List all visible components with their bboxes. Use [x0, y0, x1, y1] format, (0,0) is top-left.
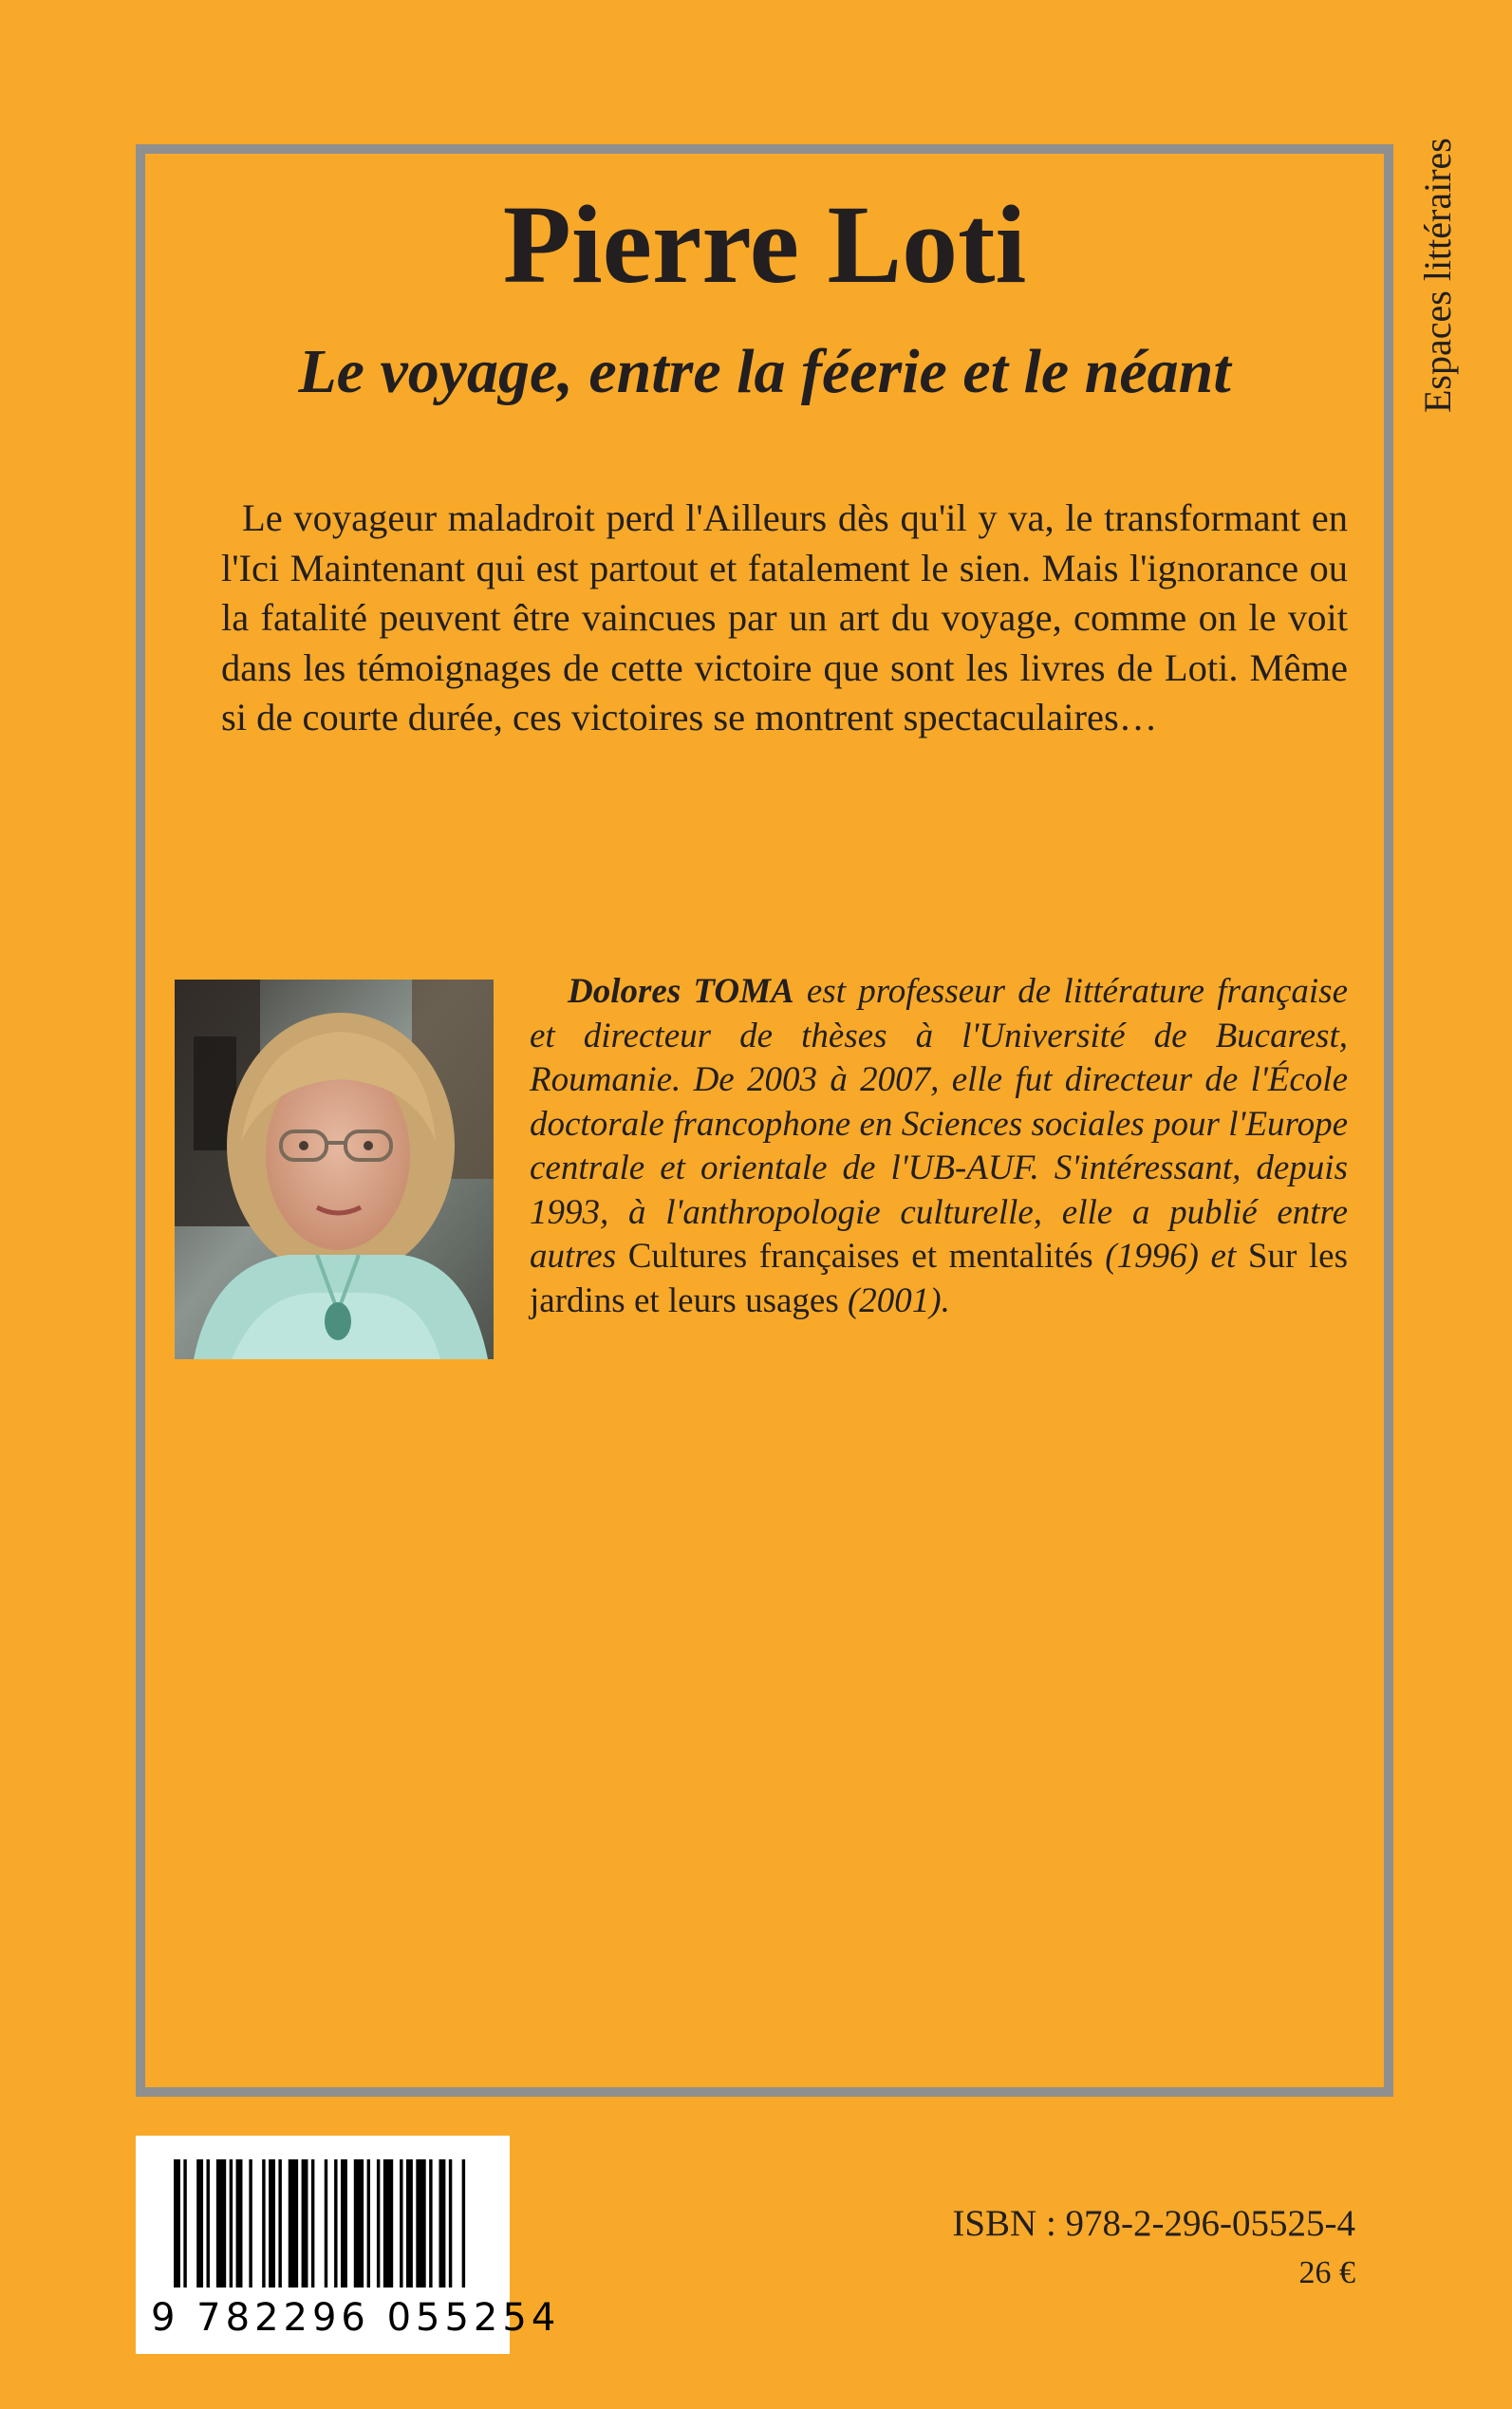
barcode-bar	[383, 2159, 393, 2288]
barcode-bar	[183, 2159, 186, 2288]
barcode-bar	[406, 2159, 413, 2288]
bio-text: (2001).	[838, 1280, 950, 1320]
book-title: Pierre Loti	[502, 182, 1027, 307]
barcode-bar	[230, 2159, 233, 2288]
barcode-bar	[367, 2159, 370, 2288]
barcode-digits: 9 782296 055254	[151, 2296, 561, 2340]
barcode-bar	[249, 2159, 252, 2288]
author-name: Dolores TOMA	[568, 972, 794, 1011]
series-name: Espaces littéraires	[1416, 138, 1459, 413]
barcode-bar	[341, 2159, 347, 2288]
barcode-bar	[278, 2159, 281, 2288]
bio-text: est professeur de littérature française et directeur de thèses à l'Université de Bucarest, Roumanie. De 2003 à 2007, elle fut directeur de l'École doctorale francophone en Sciences sociales pour l'Europe centrale et orientale de l'UB-AUF. S'intéressant, depuis 1993, à l'anthropologie culturelle, elle a publié entre autres	[530, 972, 1348, 1276]
barcode-bar	[334, 2159, 337, 2288]
barcode-bar	[207, 2159, 210, 2288]
barcode-bar	[216, 2159, 226, 2288]
barcode-bar	[174, 2159, 180, 2288]
isbn: ISBN : 978-2-296-05525-4	[952, 2203, 1355, 2244]
barcode-bar	[325, 2159, 327, 2288]
bio-text: (1996) et	[1092, 1237, 1248, 1276]
bio-book-title: Sur les jardins et leurs usages	[530, 1237, 1348, 1320]
barcode-bar	[400, 2159, 402, 2288]
barcode-bar	[429, 2159, 432, 2288]
barcode-bar	[262, 2159, 265, 2288]
author-portrait-icon	[175, 980, 494, 1359]
bio-book-title: Cultures françaises et mentalités	[627, 1237, 1093, 1276]
barcode-bar	[196, 2159, 203, 2288]
back-cover-blurb: Le voyageur maladroit perd l'Ailleurs dès qu'il y va, le transformant en l'Ici Maintenant qui est partout et fatalement le sien. Mais l'ignorance ou la fatalité peuvent être vaincues par un art du voyage, comme on le voit dans les témoignages de cette victoire que sont les livres de Loti. Même si de courte durée, ces victoires se montrent spectaculaires…	[221, 496, 1348, 738]
barcode-bar	[354, 2159, 364, 2288]
author-bio	[530, 970, 1348, 1323]
barcode-bar	[462, 2159, 465, 2288]
barcode	[136, 2136, 561, 2354]
barcode-bar	[416, 2159, 425, 2288]
barcode-bar	[449, 2159, 452, 2288]
barcode-bar	[269, 2159, 275, 2288]
author-photo	[175, 980, 494, 1359]
barcode-bar	[302, 2159, 308, 2288]
barcode-bar	[311, 2159, 314, 2288]
price: 26 €	[1298, 2255, 1355, 2290]
book-subtitle: Le voyage, entre la féerie et le néant	[298, 337, 1231, 406]
barcode-bar	[236, 2159, 243, 2288]
barcode-bar	[377, 2159, 380, 2288]
barcode-bars	[174, 2159, 472, 2288]
barcode-bar	[439, 2159, 445, 2288]
barcode-bar	[289, 2159, 298, 2288]
